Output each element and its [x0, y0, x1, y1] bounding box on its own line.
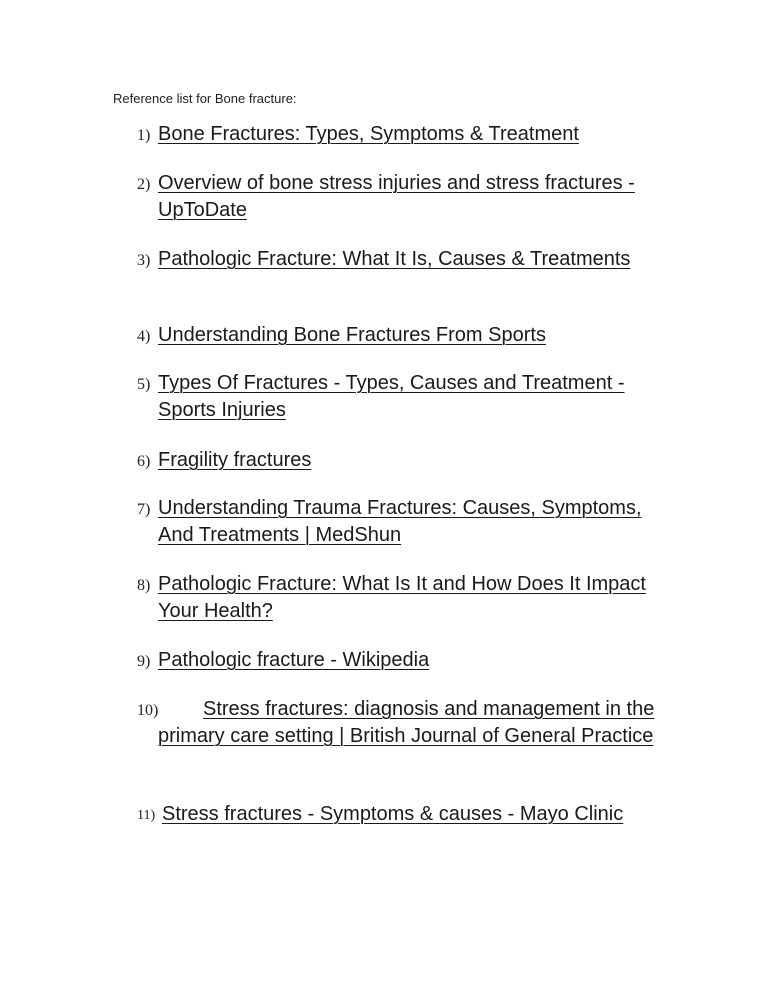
reference-number: 6) [137, 453, 151, 470]
reference-link[interactable]: Overview of bone stress injuries and stress fractures - UpToDate [158, 172, 635, 221]
reference-number: 11) [137, 808, 156, 823]
reference-number: 3) [137, 252, 151, 269]
reference-link[interactable]: Understanding Trauma Fractures: Causes, Symptoms, And Treatments | MedShun [158, 497, 642, 546]
reference-link[interactable]: Stress fractures: diagnosis and management in the primary care setting | British Journal of General Practice [158, 698, 655, 747]
reference-number: 2) [137, 176, 151, 193]
reference-number: 8) [137, 577, 151, 594]
reference-number: 10) [137, 702, 159, 719]
reference-number: 9) [137, 653, 151, 670]
reference-item-1 [137, 121, 677, 148]
reference-list-heading: Reference list for Bone fracture: [113, 91, 297, 106]
reference-item-8 [137, 571, 677, 625]
reference-number: 7) [137, 501, 151, 518]
reference-link[interactable]: Pathologic fracture - Wikipedia [158, 649, 430, 671]
reference-number: 5) [137, 376, 151, 393]
reference-number: 4) [137, 328, 151, 345]
reference-item-6 [137, 447, 677, 474]
reference-link[interactable]: Fragility fractures [158, 449, 312, 471]
reference-item-3 [137, 246, 677, 273]
reference-item-7 [137, 495, 677, 549]
reference-item-2 [137, 170, 677, 224]
reference-item-10 [137, 696, 677, 750]
reference-item-4 [137, 322, 677, 349]
reference-link[interactable]: Types Of Fractures - Types, Causes and Treatment - Sports Injuries [158, 372, 625, 421]
reference-link[interactable]: Pathologic Fracture: What Is It and How Does It Impact Your Health? [158, 573, 646, 622]
reference-link[interactable]: Stress fractures - Symptoms & causes - Mayo Clinic [162, 803, 624, 825]
reference-link[interactable]: Understanding Bone Fractures From Sports [158, 324, 546, 346]
reference-link[interactable]: Bone Fractures: Types, Symptoms & Treatment [158, 123, 579, 145]
reference-link[interactable]: Pathologic Fracture: What It Is, Causes & Treatments [158, 248, 631, 270]
reference-item-11 [137, 799, 677, 830]
reference-number: 1) [137, 127, 151, 144]
reference-item-9 [137, 647, 677, 674]
reference-item-5 [137, 370, 677, 424]
